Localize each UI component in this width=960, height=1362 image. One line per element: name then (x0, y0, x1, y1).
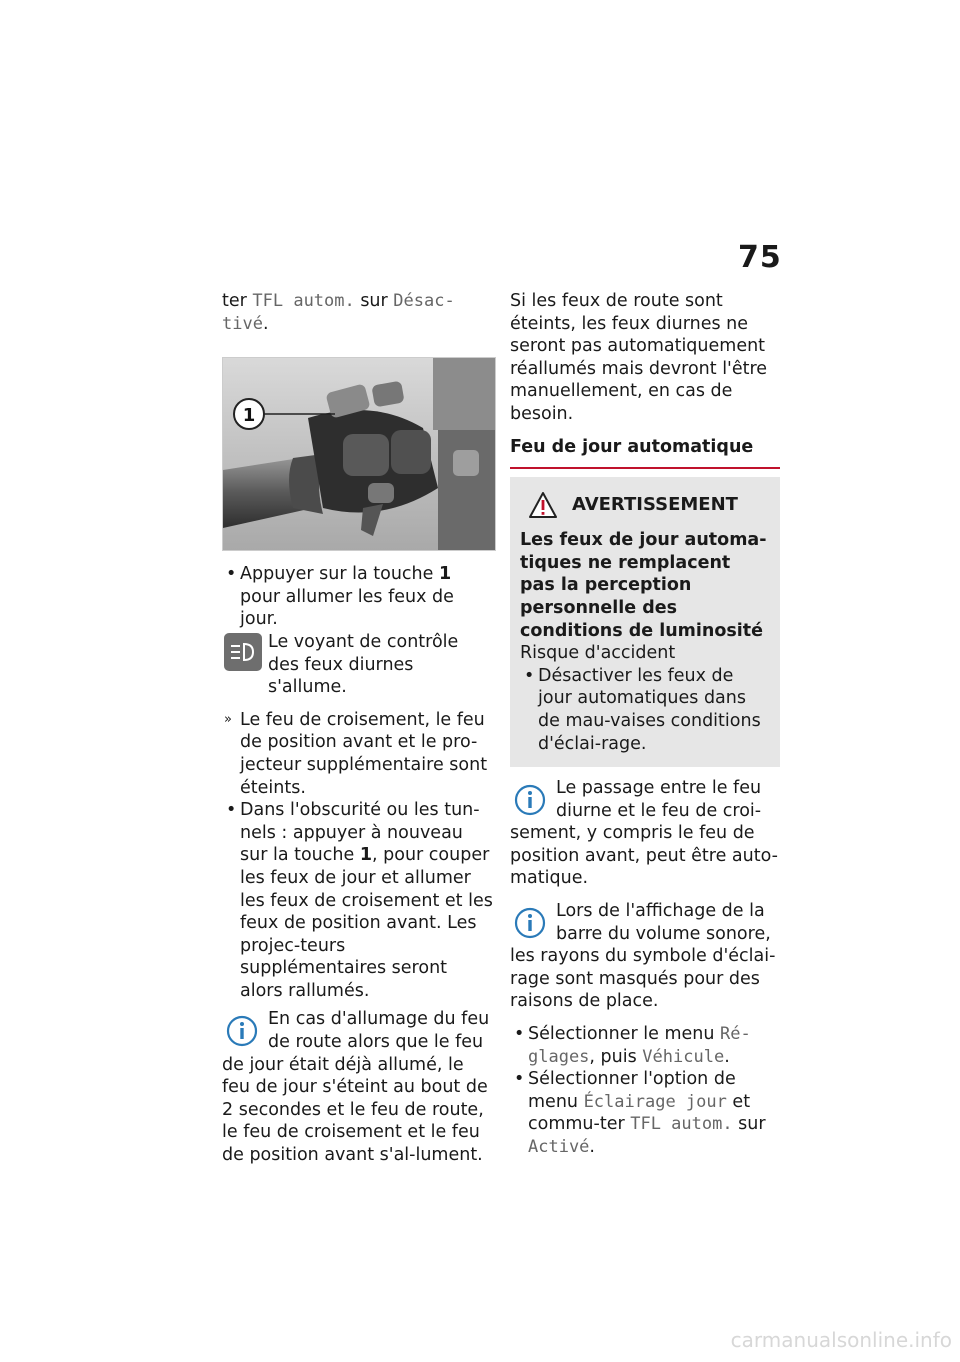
warning-risk: Risque d'accident (520, 643, 676, 664)
menu-code: Activé (528, 1137, 590, 1157)
indicator-text: Le voyant de contrôle des feux diurnes s'allume. (268, 631, 459, 698)
daytime-running-light-icon (224, 633, 262, 671)
paragraph: Si les feux de route sont éteints, les feux diurnes ne seront pas automatiquement réallumés mais devront l'être manuellement, en cas de besoin. (510, 291, 768, 424)
info-icon (224, 1012, 260, 1050)
menu-code: Ré-glages (528, 1024, 751, 1067)
info-icon (512, 781, 548, 819)
list-item: • Appuyer sur la touche 1 pour allumer les feux de jour. (222, 563, 494, 631)
menu-code: Désac-tivé (222, 291, 455, 334)
menu-code: TFL autom. (252, 291, 355, 311)
intro-text: ter TFL autom. sur Désac-tivé. (222, 291, 455, 334)
menu-code: Éclairage jour (583, 1091, 727, 1112)
warning-action: • Désactiver les feux de jour automatiques dans de mau-vaises conditions d'éclai-rage. (520, 665, 770, 755)
indicator-note (222, 631, 494, 699)
figure-callout-label: 1 (242, 405, 256, 427)
warning-headline: Les feux de jour automa-tiques ne remplacent pas la perception personnelle des conditions de luminosité (520, 530, 767, 641)
warning-triangle-icon (528, 491, 558, 519)
list-item: • Dans l'obscurité ou les tun-nels : appuyer à nouveau sur la touche 1, pour couper les feux de jour et allumer les feux de croisement et les feux de position avant. Les projec-teurs supplémentaires seront alors rallumés. (222, 799, 494, 1002)
info-icon (512, 904, 548, 942)
result-item: » Le feu de croisement, le feu de position avant et le pro-jecteur supplémentaire sont éteints. (222, 709, 494, 799)
section-heading: Feu de jour automatique (510, 436, 780, 470)
info-note: En cas d'allumage du feu de route alors que le feu de jour était déjà allumé, le feu de jour s'éteint au bout de 2 secondes et le feu de route, le feu de croisement et le feu de position avant s'al-lument. (222, 1009, 490, 1166)
menu-code: Véhicule (642, 1046, 725, 1067)
handlebar-switch-figure (222, 357, 496, 551)
watermark-footer[interactable]: carmanualsonline.info (730, 1328, 952, 1352)
info-note: Lors de l'affichage de la barre du volume sonore, les rayons du symbole d'éclai-rage sont masqués pour des raisons de place. (510, 901, 776, 1012)
info-note: Le passage entre le feu diurne et le feu de croi- sement, y compris le feu de position avant, peut être auto-matique. (510, 778, 778, 889)
warning-box (510, 477, 780, 767)
list-item: • Sélectionner le menu Ré-glages, puis Véhicule. (510, 1023, 780, 1068)
right-column (510, 290, 780, 1159)
page-number: 75 (738, 240, 782, 275)
list-item: • Sélectionner l'option de menu Éclairage jour et commu-ter TFL autom. sur Activé. (510, 1068, 780, 1158)
menu-code: TFL autom. (630, 1114, 733, 1135)
warning-title: AVERTISSEMENT (520, 491, 770, 519)
left-column (222, 290, 494, 1167)
